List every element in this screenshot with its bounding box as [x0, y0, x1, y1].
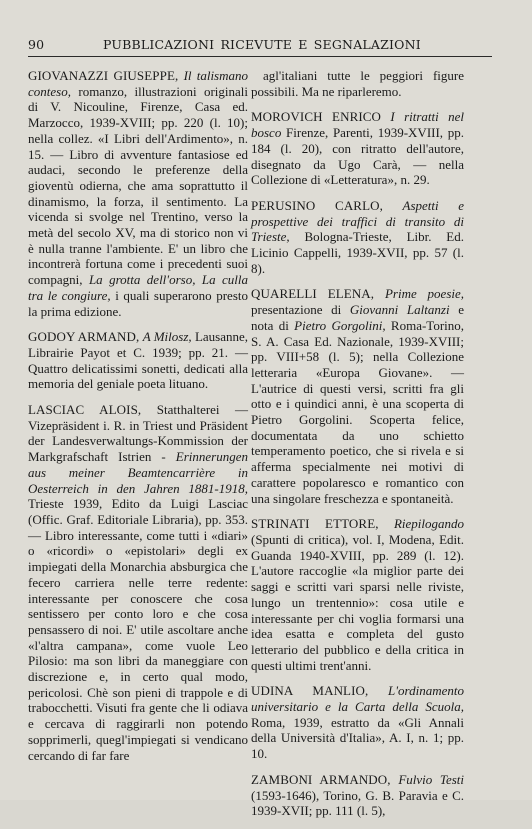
- entry-text: Statthalterei — Vizepräsident i. R. in Triest und Präsident der Landesverwaltungs-Kommission der Markgrafschaft Istrien -: [28, 402, 248, 465]
- entry-udina: [251, 683, 464, 762]
- entry-text: (1593-1646), Torino, G. B. Paravia e C. 1939-XVII; pp. 111 (l. 5),: [251, 787, 464, 819]
- entry-author: GIOVANAZZI GIUSEPPE,: [28, 68, 179, 83]
- entry-author: GODOY ARMAND,: [28, 329, 140, 345]
- entry-text-2: Trieste 1939, Edito da Luigi Lasciac (Offic. Graf. Editoriale Libraria), pp. 353. — Libro interessante, come tutti i «diari» o «ricordi» o «epistolari» degli ex impiegati della Monarchia absburgica che fecero carriera nelle terre redente: interessante per conoscere che cosa sentissero per conto loro e che cosa pensassero di noi. E' utile ascoltare anche «l'altra campana», come vuole Leo Pilosio: ma son libri da maneggiare con discrezione e, in certo qual modo, pericolosi. Chè son pieni di trappole e di trabocchetti. Visuti fra gente che li odiava e cercava di raggirarli non potendo sopprimerli, quegl'impiegati si vendicano cercando di far fare: [28, 496, 248, 763]
- header-rule: [28, 56, 492, 57]
- entry-quarelli: [251, 286, 464, 506]
- running-head: [28, 37, 492, 55]
- entry-author: UDINA MANLIO,: [251, 683, 369, 699]
- entry-author: PERUSINO CARLO,: [251, 197, 383, 213]
- entry-title: Erinnerungen aus meiner Beamtencarrière in Oesterreich in den Jahren 1881-1918,: [28, 449, 249, 496]
- entry-text: Lausanne, Librairie Payot et C. 1939; pp. 21. — Quattro delicatissimi sonetti, dedicati alla memoria del geniale poeta lituano.: [28, 329, 249, 392]
- entry-title: I ritratti nel bosco: [251, 109, 464, 141]
- entry-zamboni: [251, 772, 464, 819]
- entry-title: Riepilogando: [393, 516, 465, 532]
- entry-text: Roma, 1939, estratto da «Gli Annali della Università d'Italia», A. I, n. 1; pp. 10.: [251, 714, 464, 762]
- entry-title: Aspetti e prospettive dei traffici di transito di Trieste,: [251, 197, 464, 245]
- entry-title: Il talismano conteso,: [28, 68, 248, 99]
- entry-title: Prime poesie,: [384, 286, 465, 302]
- entry-author: MOROVICH ENRICO: [251, 109, 382, 125]
- entry-title: L'ordinamento universitario e la Carta della Scuola,: [251, 683, 464, 715]
- entry-title-2: Giovanni Laltanzi: [349, 302, 450, 318]
- entry-title: Fulvio Testi: [398, 771, 465, 787]
- entry-title-3: Pietro Gorgolini,: [294, 317, 386, 333]
- entry-text-2: i quali superarono presto la prima edizione.: [28, 287, 248, 319]
- running-title: PUBBLICAZIONI RICEVUTE E SEGNALAZIONI: [103, 37, 421, 52]
- entry-author: ZAMBONI ARMANDO,: [251, 771, 391, 787]
- entry-morovich: [251, 109, 464, 188]
- entry-godoy: [28, 329, 248, 392]
- entry-text-2: e nota di: [251, 302, 464, 333]
- entry-text: Firenze, Parenti, 1939-XVIII, pp. 184 (l. 20), con ritratto dell'autore, disegnato da Ugo Carà, — nella Collezione di «Letteratura», n. 29.: [251, 125, 464, 188]
- entry-text: Bologna-Trieste, Libr. Ed. Licinio Cappelli, 1939-XVII, pp. 57 (l. 8).: [251, 229, 465, 276]
- entry-strinati: [251, 516, 464, 673]
- entry-text: presentazione di: [251, 302, 342, 318]
- entry-title: A Milosz,: [142, 329, 192, 345]
- entry-author: STRINATI ETTORE,: [251, 516, 379, 532]
- entry-continuation: [251, 68, 464, 99]
- entry-perusino: [251, 198, 464, 277]
- entry-giovanazzi: [28, 68, 248, 319]
- entry-author: LASCIAC ALOIS,: [28, 402, 142, 418]
- entry-text: (Spunti di critica), vol. I, Modena, Edit. Guanda 1940-XVIII, pp. 289 (l. 12). L'autore raccoglie «la miglior parte dei saggi e scritti vari sparsi nelle riviste, lungo un trentennio»: cosa utile e interessante per chi voglia formarsi una idea esatta e completa del gusto letterario del pubblico e della critica in questi ultimi trent'anni.: [251, 531, 464, 673]
- entry-lasciac: [28, 402, 248, 763]
- right-column: [251, 68, 464, 829]
- entry-title-2: La grotta dell'orso, La culla tra le congiure,: [28, 272, 248, 303]
- continuation-text: agl'italiani tutte le peggiori figure possibili. Ma ne riparleremo.: [251, 68, 464, 99]
- entry-author: QUARELLI ELENA,: [251, 286, 375, 302]
- page-number: 90: [28, 37, 45, 52]
- entry-text: romanzo, illustrazioni originali di V. Nicouline, Firenze, Casa ed. Marzocco, 1939-XVIII; pp. 220 (l. 10); nella collez. «I Libri dell'Ardimento», n. 15. — Libro di avventure fantasiose ed audaci, secondo le preferenze della gioventù odierna, che ama soprattutto il dinamismo, la forza, il sentimento. La vicenda si svolge nel Trentino, verso la metà del secolo XV, ma di storico non vi è nulla tranne l'ambiente. E' un libro che incontrerà fortuna come i precedenti suoi compagni,: [28, 83, 248, 288]
- left-column: [28, 68, 248, 773]
- entry-text-3: Roma-Torino, S. A. Casa Ed. Nazionale, 1939-XVIII; pp. VIII+58 (l. 5); nella Collezione letteraria «Europa Giovane». — L'autrice di questi versi, scritti fra gli otto e i quindici anni, è una scoperta di Pietro Gorgolini. Scoperta felice, documentata da uno schietto temperamento poetico, che si rivela e si afferma specialmente nei motivi di carattere popolaresco e romantico con una singolare freschezza e spontaneità.: [251, 317, 465, 506]
